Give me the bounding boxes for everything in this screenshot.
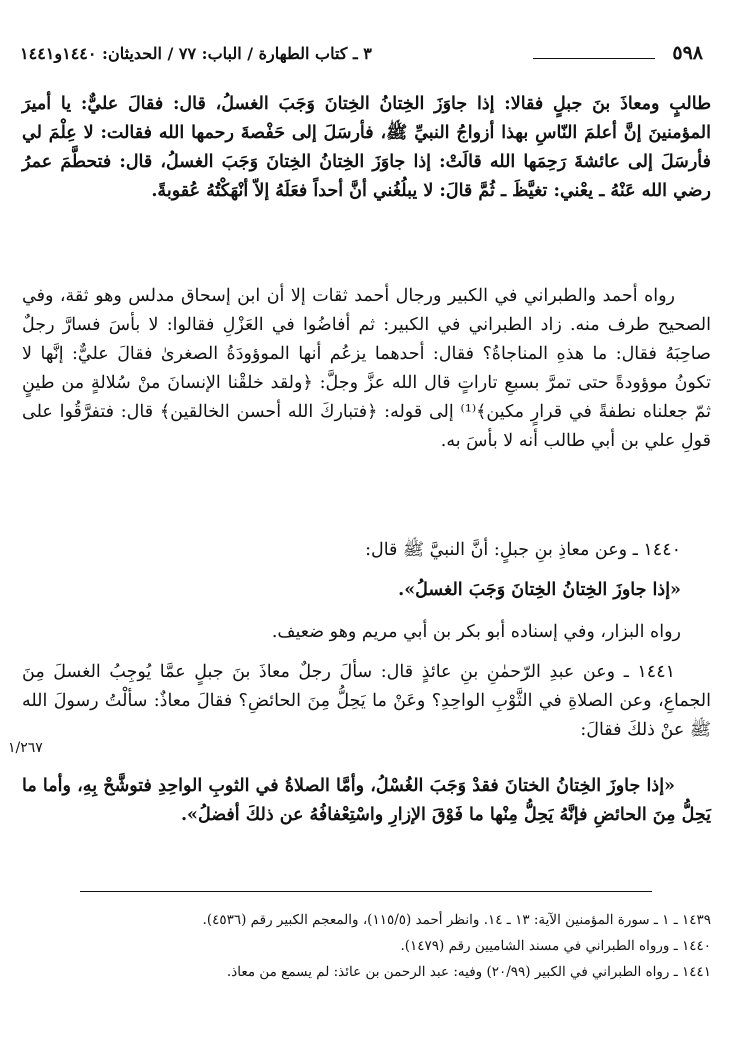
running-title: ٣ ـ كتاب الطهارة / الباب: ٧٧ / الحديثان: ١٤٤٠و١٤٤١: [20, 44, 372, 63]
footnote-1439: ١٤٣٩ ـ ١ ـ سورة المؤمنين الآية: ١٣ ـ ١٤. وانظر أحمد (١١٥/٥)، والمعجم الكبير رقم (٤٥٣٦).: [202, 912, 711, 928]
paragraph-commentary: رواه أحمد والطبراني في الكبير ورجال أحمد ثقات إلا أن ابن إسحاق مدلس وهو ثقة، وفي الصحيح طرف منه. زاد الطبراني في الكبير: ثم أفاضُوا في العَزْلِ فقالوا: لا بأسَ فسارَّ رجلٌ صاحِبَهُ فقال: ما هذهِ المناجاةُ؟ فقال: أحدهما يزعُم أنها الموؤودَةُ الصغرىٰ فقالَ عليٌّ: إنَّها لا تكونُ موؤودةً حتى تمرَّ بسبعِ تاراتٍ قال الله عزَّ وجلَّ: ﴿ولقد خلقْنا الإنسانَ منْ سُلالةٍ من طينٍ ثمّ جعلناه نطفةً في قرارٍ مكين﴾⁽¹⁾ إلى قوله: ﴿فتباركَ الله أحسن الخالقين﴾ قال: فتفرَّقُوا على قولِ علي بن أبي طالب أنه لا بأسَ به.: [22, 286, 711, 451]
margin-reference: ١/٢٦٧: [8, 740, 43, 756]
page-number: ٥٩٨: [672, 42, 703, 64]
hadith-1441-intro: ١٤٤١ ـ وعن عبدِ الرّحمٰنِ بنِ عائذٍ قال: سألَ رجلٌ معاذَ بنَ جبلٍ عمَّا يُوجِبُ الغسلَ مِنَ الجماعِ، وعن الصلاةِ في الثَّوْبِ الواحِدِ؟ وعَنْ ما يَحِلُّ مِنَ الحائضِ؟ فقالَ معاذٌ: سألْتُ رسولَ الله ﷺ عنْ ذلكَ فقالَ:: [22, 662, 711, 740]
hadith-1440-source: رواه البزار، وفي إسناده أبو بكر بن أبي مريم وهو ضعيف.: [271, 622, 681, 642]
running-header: [20, 42, 703, 70]
header-rule: [533, 58, 655, 59]
footnote-1440: ١٤٤٠ ـ ورواه الطبراني في مسند الشاميين رقم (١٤٧٩).: [400, 938, 711, 954]
hadith-1440-intro: ١٤٤٠ ـ وعن معاذِ بنِ جبلٍ: أنَّ النبيَّ ﷺ قال:: [365, 540, 681, 560]
hadith-1440-text: «إذا جاوزَ الخِتانُ الخِتانَ وَجَبَ الغسلُ».: [398, 580, 681, 600]
footnote-1441: ١٤٤١ ـ رواه الطبراني في الكبير (٢٠/٩٩) وفيه: عبد الرحمن بن عائذ: لم يسمع من معاذ.: [226, 964, 711, 980]
hadith-1441-text: «إذا جاوزَ الخِتانُ الختانَ فقدْ وَجَبَ الغُسْلُ، وأمَّا الصلاةُ في الثوبِ الواحِدِ فتوشَّحْ بِهِ، وأما ما يَحِلُّ مِنَ الحائضِ فإنَّهُ يَحِلُّ مِنْها ما فَوْقَ الإزارِ واسْتِعْفافُهُ عن ذلكَ أفضلُ».: [22, 776, 711, 825]
footnote-separator: [80, 891, 652, 892]
paragraph-hadith-continuation: طالبٍ ومعاذَ بنَ جبلٍ فقالا: إذا جاوَزَ الخِتانُ الخِتانَ وَجَبَ الغسلُ، قال: فقالَ عليٌّ: يا أميرَ المؤمنينَ إنَّ أعلمَ النّاسِ بهذا أزواجُ النبيِّ ﷺ، فأرسَلَ إلى حَفْصةَ رحمها الله فقالت: لا عِلْمَ لي فأرسَلَ إلى عائشةَ رَحِمَها الله قالَتْ: إذا جاوَزَ الخِتانُ الخِتانَ وَجَبَ الغسلُ، قال: فتحطَّمَ عمرُ رضي الله عَنْهُ ـ يعْني: تغيَّظَ ـ ثُمَّ قالَ: لا يبلُغُني أنَّ أحداً فعَلَهُ إلاّ أنْهَكْتُهُ عُقوبةً.: [22, 94, 711, 201]
